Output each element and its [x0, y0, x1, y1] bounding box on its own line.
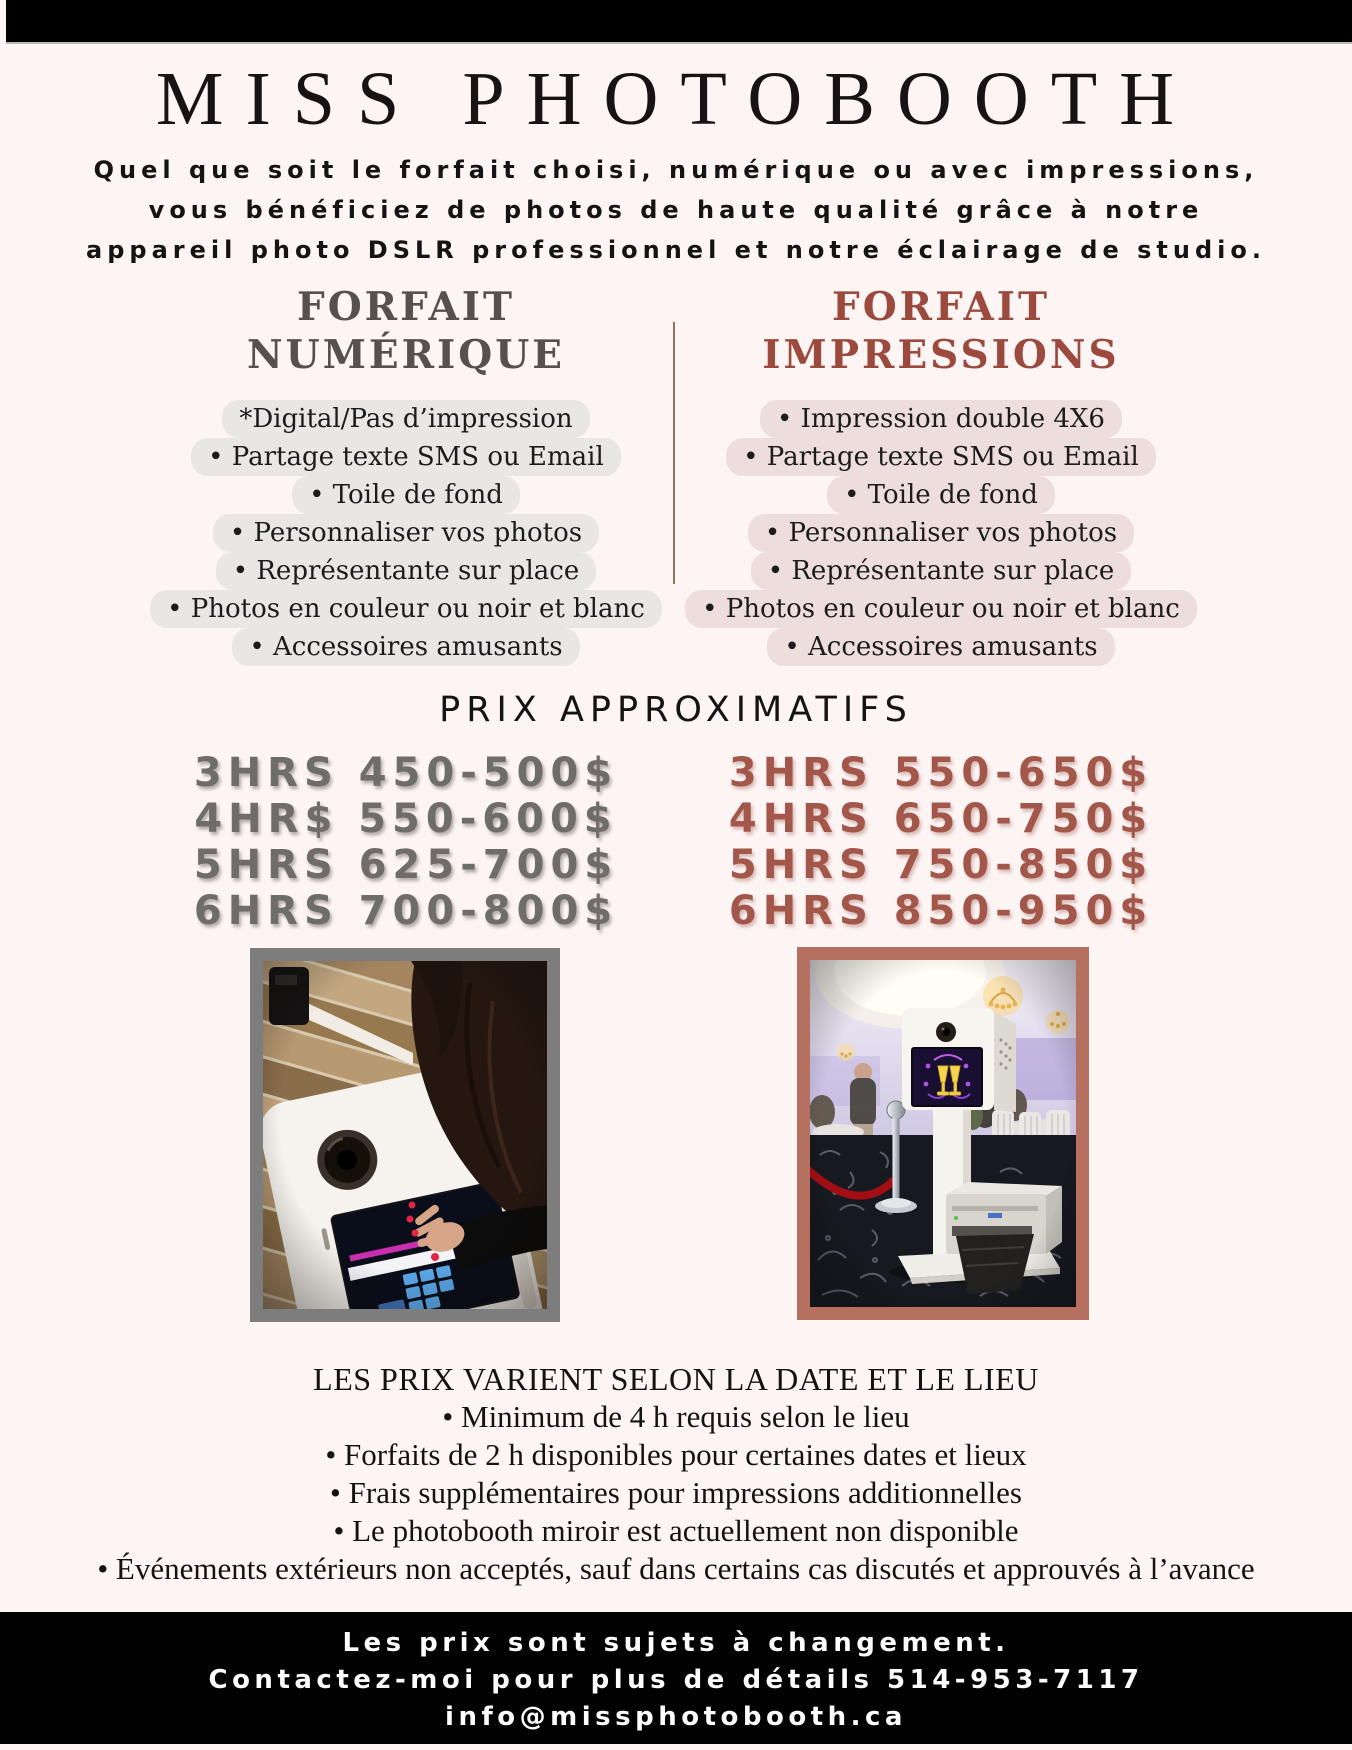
intro-line: vous bénéficiez de photos de haute qualité grâce à notre: [148, 196, 1204, 224]
digital-price-line: 5HRS 625-700$: [193, 842, 619, 888]
intro-paragraph: [0, 150, 1352, 270]
approximate-prices-title: PRIX APPROXIMATIFS: [439, 690, 913, 730]
digital-feature-item: • Accessoires amusants: [232, 628, 579, 666]
left-photo-illustration: [263, 961, 547, 1309]
digital-feature-item: • Photos en couleur ou noir et blanc: [150, 590, 662, 628]
notes-bullet: • Minimum de 4 h requis selon le lieu: [442, 1399, 910, 1434]
digital-package-column: [136, 283, 676, 666]
notes-heading: LES PRIX VARIENT SELON LA DATE ET LE LIEU: [313, 1361, 1039, 1397]
notes-bullet: • Forfaits de 2 h disponibles pour certaines dates et lieux: [325, 1437, 1027, 1472]
prints-feature-item: • Partage texte SMS ou Email: [726, 438, 1156, 476]
right-photo-frame: [797, 947, 1089, 1320]
prints-feature-item: • Accessoires amusants: [767, 628, 1114, 666]
prints-package-column: [671, 283, 1211, 666]
digital-feature-item: • Représentante sur place: [216, 552, 596, 590]
footer-line: Les prix sont sujets à changement.: [342, 1628, 1010, 1658]
digital-package-heading: [136, 283, 676, 379]
digital-feature-list: [136, 400, 676, 666]
prints-feature-item: • Représentante sur place: [751, 552, 1131, 590]
right-photo-illustration: [810, 960, 1076, 1307]
prints-price-line: 3HRS 550-650$: [728, 750, 1154, 796]
prints-feature-list: [671, 400, 1211, 666]
left-photo-frame: [250, 948, 560, 1322]
digital-price-line: 4HR$ 550-600$: [194, 796, 618, 842]
digital-price-line: 3HRS 450-500$: [193, 750, 619, 796]
prints-price-line: 4HRS 650-750$: [728, 796, 1154, 842]
page-title: MISS PHOTOBOOTH: [155, 57, 1197, 141]
prints-feature-item: • Impression double 4X6: [760, 400, 1122, 438]
digital-price-line: 6HRS 700-800$: [193, 888, 619, 934]
footer-line: info@missphotobooth.ca: [445, 1702, 907, 1732]
notes-bullet: • Le photobooth miroir est actuellement non disponible: [333, 1513, 1019, 1548]
digital-heading-line2: NUMÉRIQUE: [247, 332, 565, 378]
digital-heading-line1: FORFAIT: [297, 284, 515, 330]
prints-feature-item: • Photos en couleur ou noir et blanc: [685, 590, 1197, 628]
digital-feature-item: • Personnaliser vos photos: [213, 514, 599, 552]
digital-feature-item: *Digital/Pas d’impression: [222, 400, 589, 438]
contact-footer: [0, 1612, 1352, 1744]
prints-price-list: [671, 750, 1211, 934]
intro-line: appareil photo DSLR professionnel et notre éclairage de studio.: [86, 236, 1266, 264]
notes-bullet: • Événements extérieurs non acceptés, sauf dans certains cas discutés et approuvés à l’avance: [97, 1551, 1255, 1586]
prints-heading-line1: FORFAIT: [832, 284, 1050, 330]
digital-feature-item: • Toile de fond: [292, 476, 520, 514]
intro-line: Quel que soit le forfait choisi, numérique ou avec impressions,: [93, 156, 1259, 184]
notes-bullet: • Frais supplémentaires pour impressions additionnelles: [330, 1475, 1022, 1510]
notes-bullet-list: [0, 1398, 1352, 1588]
prints-price-line: 5HRS 750-850$: [728, 842, 1154, 888]
digital-price-list: [136, 750, 676, 934]
prints-package-heading: [671, 283, 1211, 379]
prints-heading-line2: IMPRESSIONS: [762, 332, 1120, 378]
prints-feature-item: • Toile de fond: [827, 476, 1055, 514]
prints-feature-item: • Personnaliser vos photos: [748, 514, 1134, 552]
pricing-notes: [0, 1360, 1352, 1588]
digital-feature-item: • Partage texte SMS ou Email: [191, 438, 621, 476]
prints-price-line: 6HRS 850-950$: [728, 888, 1154, 934]
top-black-bar: [6, 0, 1352, 42]
footer-line: Contactez-moi pour plus de détails 514-953-7117: [208, 1665, 1144, 1695]
